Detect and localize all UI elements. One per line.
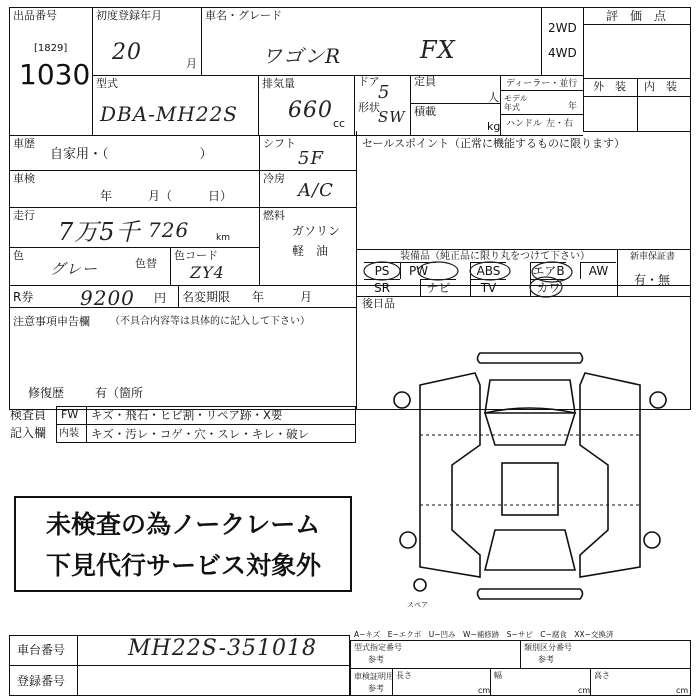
equipment-navi: ナビ [420, 279, 456, 296]
divider [410, 103, 500, 104]
fuel-gasoline: ガソリン [292, 224, 341, 238]
divider [500, 90, 583, 91]
lot-label: 出品番号 [13, 9, 57, 22]
equipment-ps: PS [364, 262, 400, 279]
name-label: 車名・グレード [205, 9, 282, 22]
divider [259, 170, 356, 171]
shift-label: シフト [263, 137, 296, 150]
grade: FX [420, 36, 456, 64]
fuel-label: 燃料 [263, 209, 285, 222]
model-year-label: モデル年式 [504, 94, 528, 112]
equipment-label: 装備品（純正品に限り丸をつけて下さい） [400, 251, 590, 262]
divider [637, 78, 638, 131]
color-code-label: 色コード [174, 249, 218, 262]
equipment-airbag: エアB [530, 262, 566, 279]
shift-value: 5F [298, 148, 324, 169]
equipment-tv: TV [470, 279, 506, 296]
divider [259, 135, 260, 285]
recycle-value: 9200 [80, 286, 135, 310]
spare-label: スペア [407, 601, 428, 609]
car-name: ワゴンR [262, 44, 342, 68]
inspector-label-1: 検査員 [10, 408, 47, 422]
eval-label: 評 価 点 [606, 9, 667, 23]
vehicle-cert-ref: 参考 [368, 684, 384, 693]
divider [410, 75, 411, 135]
divider [9, 307, 356, 308]
length-unit: cm [478, 686, 491, 695]
mileage-label: 走行 [13, 209, 35, 222]
repair-value: 有（箇所 [95, 386, 144, 400]
int-label: 内装 [59, 428, 79, 439]
fw-text: キズ・飛石・ヒビ割・リペア跡・X要 [91, 408, 283, 422]
car-damage-diagram [380, 345, 680, 615]
disp-label: 排気量 [262, 77, 295, 90]
equipment-circle-marks [356, 255, 586, 300]
divider [356, 296, 691, 297]
capacity-unit: 人 [488, 91, 499, 104]
sales-point-label: セールスポイント（正常に機能するものに限ります） [362, 137, 626, 150]
name-change-label: 名変期限 [182, 290, 231, 304]
divider [541, 7, 542, 75]
interior-label: 内 装 [644, 80, 677, 93]
divider [583, 131, 691, 132]
notes-hint: （不具合内容等は具体的に記入して下さい） [110, 316, 310, 327]
repair-label: 修復歴 [28, 386, 65, 400]
name-change-value: 年 月 [252, 290, 313, 304]
divider [258, 75, 259, 135]
damage-legend: A−キズ E−エクボ U−凹み W−補修跡 S−サビ C−腐食 XX−交換済 [354, 630, 614, 639]
divider [583, 7, 584, 131]
handle-label: ハンドル [506, 119, 543, 129]
length-label: 長さ [396, 671, 412, 680]
divider [9, 665, 350, 666]
first-reg-month-unit: 月 [186, 57, 197, 70]
recycle-label: R券 [13, 290, 34, 304]
exterior-label: 外 装 [593, 80, 626, 93]
equipment-abs: ABS [470, 262, 506, 279]
model-label: 型式 [96, 77, 118, 90]
int-text: キズ・汚レ・コゲ・穴・スレ・キレ・破レ [91, 427, 310, 441]
mileage-value: 7万5千 [58, 218, 141, 246]
category-ref: 参考 [538, 655, 554, 664]
chassis-label: 車台番号 [17, 643, 66, 657]
fw-label: FW [61, 408, 79, 421]
shape-label: 形状 [358, 101, 380, 114]
model-value: DBA-MH22S [100, 102, 239, 126]
fuel-light-oil: 軽 油 [292, 244, 329, 258]
door-label: ドア [358, 75, 380, 88]
inspection-value: 年 月（ 日） [100, 189, 233, 203]
divider [617, 249, 618, 296]
aftermarket-label: 後日品 [362, 297, 395, 310]
divider [259, 207, 356, 208]
width-unit: cm [578, 686, 591, 695]
notice-line-2: 下見代行サービス対象外 [46, 551, 322, 580]
divider [500, 114, 583, 115]
mileage-value-2: 726 [148, 218, 190, 242]
divider [583, 24, 691, 25]
load-label: 積載 [414, 105, 436, 118]
height-unit: cm [676, 686, 689, 695]
divider [86, 406, 87, 443]
divider [92, 7, 93, 135]
divider [520, 640, 521, 668]
lot-number: 1030 [19, 58, 91, 91]
ac-label: 冷房 [263, 172, 285, 185]
divider [583, 96, 691, 97]
load-unit: kg [487, 120, 501, 133]
door-value: 5 [378, 82, 391, 103]
equipment-aw: AW [580, 262, 616, 279]
equipment-sr: SR [364, 279, 400, 296]
divider [590, 668, 591, 696]
divider [9, 247, 259, 248]
disp-unit: cc [333, 117, 346, 130]
divider [92, 75, 583, 76]
capacity-label: 定員 [414, 75, 436, 88]
color-label: 色 [13, 249, 24, 262]
model-year-unit: 年 [568, 102, 578, 112]
inspection-label: 車検 [13, 172, 35, 185]
vehicle-cert-label: 車検証明用 [354, 672, 394, 681]
mileage-unit: km [216, 233, 230, 243]
divider [500, 75, 501, 135]
ac-value: A/C [298, 180, 334, 201]
shape-value: SW [378, 108, 406, 126]
lot-small: [1829] [34, 43, 68, 54]
drive-4wd: 4WD [548, 46, 577, 60]
reg-label: 登録番号 [17, 674, 66, 688]
divider [170, 247, 171, 285]
height-label: 高さ [594, 671, 610, 680]
divider [392, 668, 393, 696]
model-spec-label: 型式指定番号 [354, 643, 402, 652]
width-label: 幅 [494, 671, 502, 680]
first-reg-year: 20 [112, 40, 142, 65]
drive-2wd: 2WD [548, 21, 577, 35]
divider [9, 170, 259, 171]
divider [9, 135, 583, 136]
chassis-value: MH22S-351018 [128, 636, 317, 661]
history-value: 自家用・（ ） [50, 147, 213, 162]
inspector-label-2: 記入欄 [10, 426, 47, 440]
history-label: 車歴 [13, 137, 35, 150]
divider [356, 249, 691, 250]
handle-value: 左・右 [546, 119, 574, 129]
category-label: 類別区分番号 [524, 643, 572, 652]
disp-value: 660 [288, 98, 333, 123]
divider [354, 75, 355, 135]
divider [350, 668, 691, 669]
color-change-label: 色替 [135, 257, 157, 270]
equipment-leather: カワ [530, 279, 566, 296]
recycle-unit: 円 [154, 291, 167, 305]
divider [201, 7, 202, 75]
notice-line-1: 未検査の為ノークレーム [46, 510, 321, 539]
warranty-value: 有・無 [634, 273, 671, 287]
divider [178, 285, 179, 307]
notes-label: 注意事項申告欄 [13, 315, 90, 328]
divider [9, 207, 259, 208]
warranty-label: 新車保証書 [630, 252, 676, 262]
divider [490, 668, 491, 696]
divider [77, 635, 78, 696]
first-reg-label: 初度登録年月 [96, 9, 162, 22]
dealer-label: ディーラー・並行 [506, 79, 578, 89]
model-spec-ref: 参考 [368, 655, 384, 664]
divider [56, 424, 356, 425]
color-code-value: ZY4 [190, 263, 225, 282]
color-value: グレー [50, 260, 99, 278]
equipment-pw: PW [400, 262, 436, 279]
